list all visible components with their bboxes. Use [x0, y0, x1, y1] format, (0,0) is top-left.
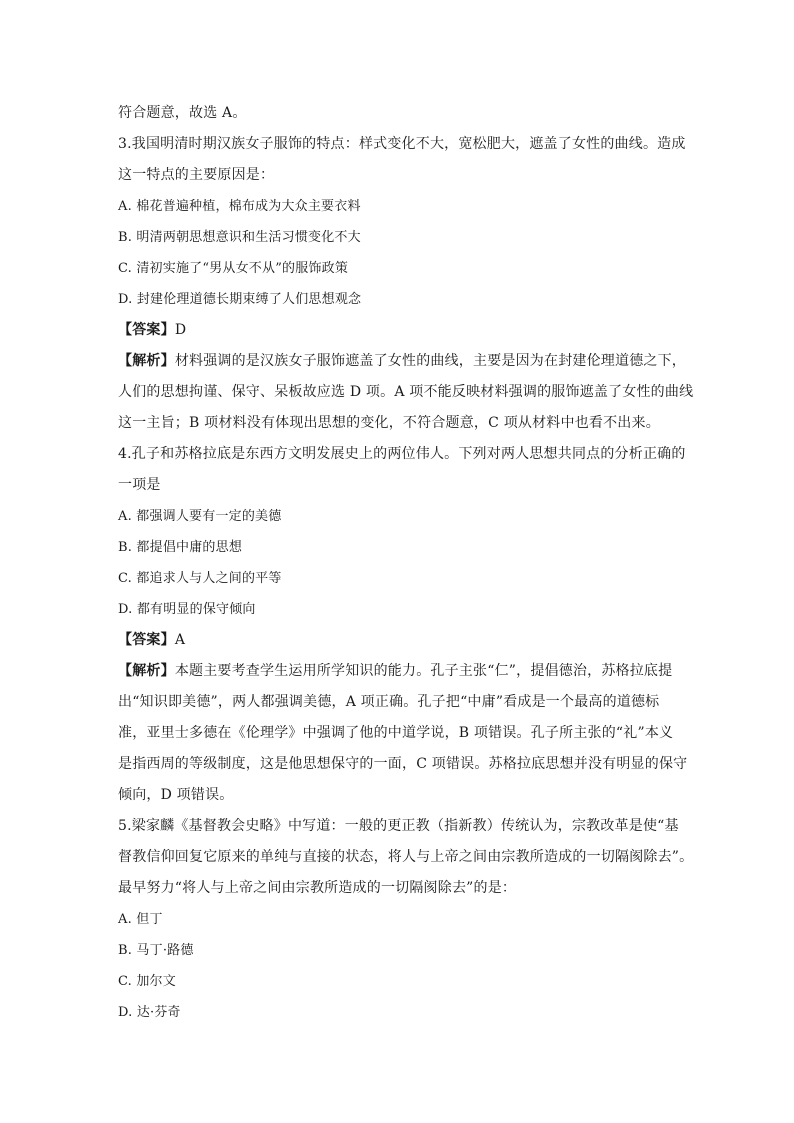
q4-option-d: D. 都有明显的保守倾向 [118, 602, 256, 617]
q4-stem-line-1: 4.孔子和苏格拉底是东西方文明发展史上的两位伟人。下列对两人思想共同点的分析正确的 [118, 446, 686, 462]
q3-answer-value: D [174, 322, 187, 338]
q3-answer [118, 315, 678, 346]
q5-option-c: C. 加尔文 [118, 974, 176, 989]
q3-option-b: B. 明清两朝思想意识和生活习惯变化不大 [118, 230, 361, 245]
q4-analysis-line-2: 出“知识即美德”，两人都强调美德，A 项正确。孔子把“中庸”看成是一个最高的道德标 [118, 694, 660, 710]
q4-option-c: C. 都追求人与人之间的平等 [118, 571, 282, 586]
q4-analysis-line-1 [118, 656, 678, 687]
q5-stem-line-2: 督教信仰回复它原来的单纯与直接的状态，将人与上帝之间由宗教所造成的一切隔阂除去”。 [118, 849, 694, 865]
q5-option-d: D. 达·芬奇 [118, 1005, 181, 1020]
q3-analysis-tag: 【解析】 [118, 353, 175, 369]
q4-answer [118, 625, 678, 656]
q3-analysis-line-1 [118, 346, 687, 377]
q5-stem-line-3: 最早努力“将人与上帝之间由宗教所造成的一切隔阂除去”的是： [118, 880, 517, 896]
q3-stem-line-1: 3.我国明清时期汉族女子服饰的特点：样式变化不大，宽松肥大，遮盖了女性的曲线。造成 [118, 136, 686, 152]
q4-analysis-line-3: 准，亚里士多德在《伦理学》中强调了他的中道学说，B 项错误。孔子所主张的“礼”本义 [118, 725, 674, 741]
intro-line: 符合题意，故选 A。 [118, 105, 247, 121]
document-page [118, 98, 694, 1028]
q4-analysis-tag: 【解析】 [118, 663, 175, 679]
q3-analysis-line-2: 人们的思想拘谨、保守、呆板故应选 D 项。A 项不能反映材料强调的服饰遮盖了女性的曲线 [118, 384, 694, 400]
q4-option-a: A. 都强调人要有一定的美德 [118, 509, 282, 524]
q4-analysis-text-1: 本题主要考查学生运用所学知识的能力。孔子主张“仁”，提倡德治，苏格拉底提 [174, 663, 673, 679]
q4-analysis-line-5: 倾向，D 项错误。 [118, 787, 234, 803]
q5-stem-line-1: 5.梁家麟《基督教会史略》中写道：一般的更正教（指新教）传统认为，宗教改革是使“基 [118, 818, 679, 834]
q3-analysis-text-1: 材料强调的是汉族女子服饰遮盖了女性的曲线，主要是因为在封建伦理道德之下， [174, 353, 687, 369]
q3-option-d: D. 封建伦理道德长期束缚了人们思想观念 [118, 292, 362, 307]
q5-option-b: B. 马丁·路德 [118, 943, 194, 958]
q3-analysis-line-3: 这一主旨；B 项材料没有体现出思想的变化，不符合题意，C 项从材料中也看不出来。 [118, 415, 660, 431]
q4-analysis-line-4: 是指西周的等级制度，这是他思想保守的一面，C 项错误。苏格拉底思想并没有明显的保守 [118, 756, 688, 772]
q3-option-c: C. 清初实施了“男从女不从”的服饰政策 [118, 261, 349, 276]
q5-option-a: A. 但丁 [118, 912, 163, 927]
q4-answer-value: A [174, 632, 186, 648]
q4-answer-tag: 【答案】 [118, 632, 175, 648]
q4-stem-line-2: 一项是 [118, 477, 161, 493]
q3-option-a: A. 棉花普遍种植，棉布成为大众主要衣料 [118, 199, 361, 214]
q3-answer-tag: 【答案】 [118, 322, 175, 338]
q4-option-b: B. 都提倡中庸的思想 [118, 540, 243, 555]
q3-stem-line-2: 这一特点的主要原因是： [118, 167, 275, 183]
